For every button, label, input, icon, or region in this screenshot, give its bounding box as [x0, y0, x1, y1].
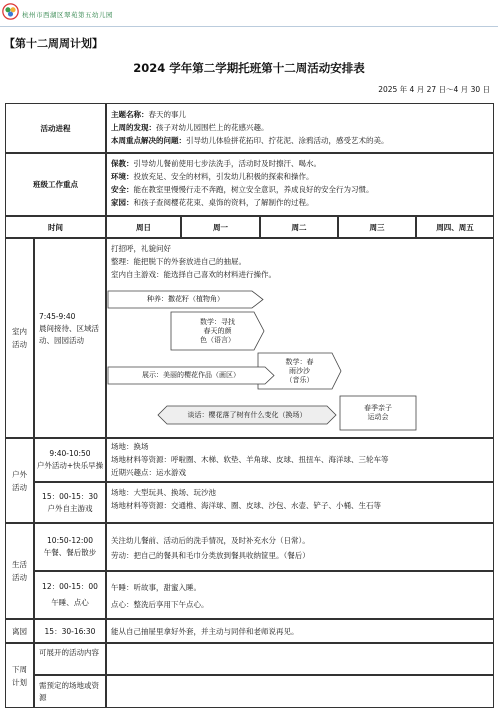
outdoor-category: 户外 活动 [5, 438, 34, 523]
week-plan-tag: 【第十二周周计划】 [4, 37, 103, 50]
next-item-value [106, 675, 494, 708]
indoor-line: 打招呼，礼貌问好 [111, 244, 171, 253]
flow-arrow: 展示：美丽的樱花作品（画区） [107, 366, 275, 385]
time-header: 时间 [5, 216, 106, 238]
day-header: 周三 [338, 216, 416, 238]
leave-time: 15：30-16:30 [34, 619, 106, 643]
life-line: 劳动：把自己的餐具和毛巾分类放到餐具收纳筐里。（餐后） [111, 551, 310, 560]
life-content [106, 523, 494, 571]
day-header: 周四、周五 [416, 216, 494, 238]
progress-row: 本周重点解决的问题：引导幼儿体验拼花拓印、拧花泥、涂鸦活动，感受艺术的美。 [111, 136, 389, 145]
day-header: 周一 [181, 216, 260, 238]
indoor-time: 7:45-9:40 晨间接待、区域活动、园园活动 [34, 238, 106, 438]
progress-content [106, 103, 494, 153]
date-range: 2025 年 4 月 27 日～4 月 30 日 [378, 85, 490, 94]
focus-row: 安全：能在教室里慢慢行走不奔跑，树立安全意识，养成良好的安全行为习惯。 [111, 185, 374, 194]
flow-arrow: 数学：寻找 春天的颜 色（语言） [170, 311, 265, 351]
outdoor-time: 15：00-15：30 户外自主游戏 [34, 482, 106, 523]
focus-row: 家园：和孩子查阅樱花花束、桌饰的资料，了解制作的过程。 [111, 198, 314, 207]
focus-row: 保教：引导幼儿餐前使用七步法洗手，活动时及时擦汗、喝水。 [111, 159, 321, 168]
day-header: 周二 [260, 216, 338, 238]
next-item-value [106, 643, 494, 675]
leave-category: 离园 [5, 619, 34, 643]
outdoor-content [106, 438, 494, 482]
flow-arrow: 种养：撒花籽（植物角） [107, 290, 264, 309]
leave-content: 能从自己抽屉里拿好外套，并主动与同伴和老师说再见。 [106, 619, 494, 643]
outdoor-line: 场地材料等资源：交通椎、海洋球、圈、皮球、沙包、水壶、铲子、小桶、生石等 [111, 501, 381, 510]
focus-row: 环境：投放充足、安全的材料，引发幼儿积极的探索和操作。 [111, 172, 314, 181]
life-line: 点心：整洗后享用下午点心。 [111, 600, 209, 609]
progress-row: 主题名称：春天的事儿 [111, 110, 186, 119]
outdoor-line: 近期兴趣点：运水游戏 [111, 468, 186, 477]
next-item: 需预定的场地或资源 [34, 675, 106, 708]
next-category: 下周 计划 [5, 643, 34, 708]
outdoor-time: 9:40-10:50 户外活动+快乐早操 [34, 438, 106, 482]
progress-row: 上周的发现：孩子对幼儿园围栏上的花感兴趣。 [111, 123, 269, 132]
focus-label: 班级工作重点 [5, 153, 106, 216]
progress-label: 活动进程 [5, 103, 106, 153]
next-item: 可展开的活动内容 [34, 643, 106, 675]
life-content [106, 571, 494, 619]
indoor-category: 室内 活动 [5, 238, 34, 438]
indoor-line: 室内自主游戏：能选择自己喜欢的材料进行操作。 [111, 270, 276, 279]
indoor-line: 整理：能把脱下的外套放进自己的抽屉。 [111, 257, 246, 266]
life-line: 午睡：听故事，甜蜜入睡。 [111, 583, 201, 592]
school-name: 杭州市西湖区翠苑第五幼儿园 [22, 11, 113, 19]
day-header: 周日 [106, 216, 181, 238]
outdoor-content [106, 482, 494, 523]
schedule-table [5, 103, 494, 708]
page-header [0, 0, 498, 26]
outdoor-line: 场地：大型玩具、换场、玩沙池 [111, 488, 216, 497]
life-category: 生活 活动 [5, 523, 34, 619]
flow-arrow: 谈话：樱花落了树有什么变化（换场） [157, 405, 337, 425]
focus-content [106, 153, 494, 216]
page-title: 2024 学年第二学期托班第十二周活动安排表 [133, 61, 365, 75]
outdoor-line: 场地：换场 [111, 442, 149, 451]
flow-box: 春季亲子 运动会 [339, 395, 417, 431]
flow-arrow: 数学：春 雨沙沙 （音乐） [257, 352, 342, 390]
header-divider [0, 26, 498, 27]
school-logo-icon [2, 3, 19, 20]
outdoor-line: 场地材料等资源：呼啦圈、木梯、软垫、羊角球、皮球、扭扭车、海洋球、三轮车等 [111, 455, 389, 464]
life-time: 10:50-12:00 午餐、餐后散步 [34, 523, 106, 571]
life-time: 12：00-15：00 午睡、点心 [34, 571, 106, 619]
life-line: 关注幼儿餐前、活动后的洗手情况，及时补充水分（日常）。 [111, 536, 310, 545]
